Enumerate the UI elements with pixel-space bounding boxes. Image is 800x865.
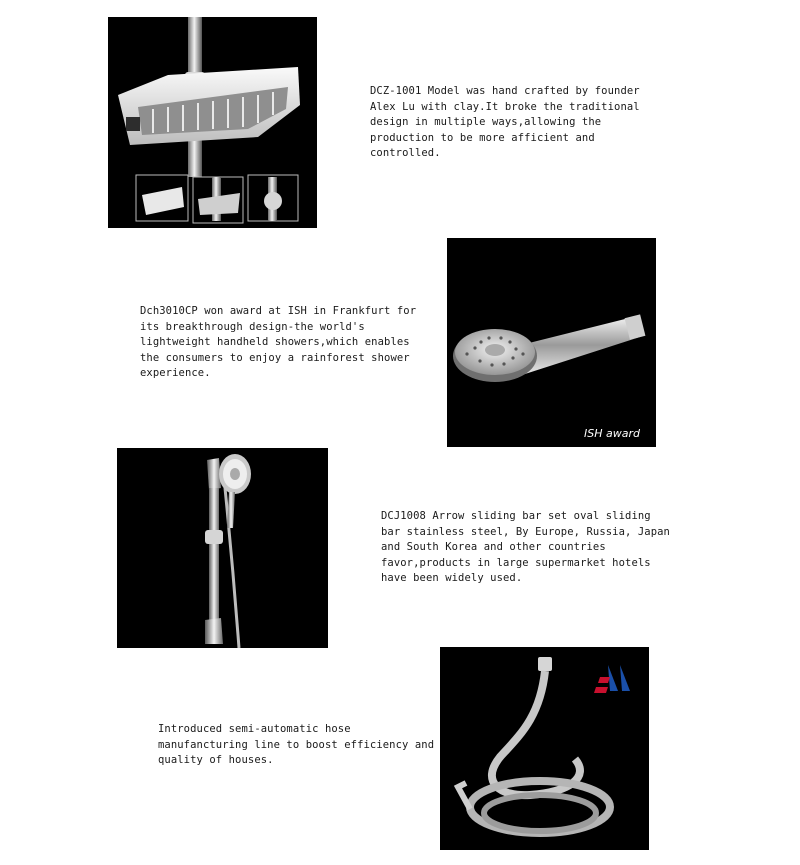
section-2-caption: Dch3010CP won award at ISH in Frankfurt for its breakthrough design-the world's lightweight handheld showers,which enables the consumers to enjoy a rainforest shower experience.: [140, 305, 417, 379]
shower-caddy-illustration: [108, 17, 317, 228]
shower-hose-photo: [440, 647, 649, 850]
handheld-shower-photo: [447, 238, 656, 447]
shower-caddy-photo: [108, 17, 317, 228]
section-1-caption: DCZ-1001 Model was hand crafted by founder Alex Lu with clay.It broke the traditional design in multiple ways,allowing the production to be more afficient and controlled.: [370, 85, 640, 159]
sliding-bar-illustration: [117, 448, 328, 648]
section-3-caption: DCJ1008 Arrow sliding bar set oval sliding bar stainless steel, By Europe, Russia, Japan and South Korea and other countries favor,products in large supermarket hotels have been widely used.: [381, 510, 670, 584]
section-4-caption: Introduced semi-automatic hose manufancturing line to boost efficiency and quality of houses.: [158, 723, 435, 766]
sliding-bar-photo: [117, 448, 328, 648]
shower-hose-illustration: [440, 647, 649, 850]
company-logo: [594, 665, 630, 693]
handheld-shower-illustration: [447, 238, 656, 447]
ish-award-label: ISH award: [584, 427, 640, 440]
